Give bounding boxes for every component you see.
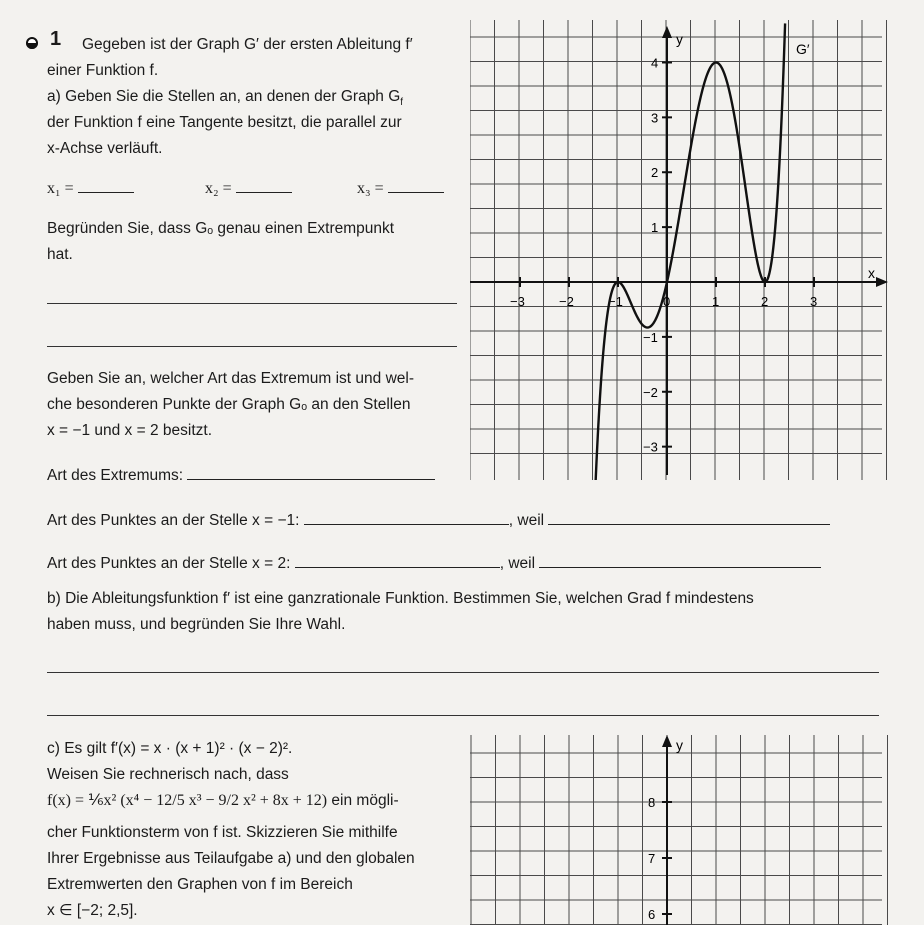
x3-label: x₃ = [357,180,384,197]
intro-line-2: einer Funktion f. [47,62,159,79]
graph2-y-tick-label: 8 [648,795,656,810]
part-b-line-1: b) Die Ableitungsfunktion f′ ist eine ganzrationale Funktion. Bestimmen Sie, welchen Grad f mindestens [47,590,754,607]
reason-line-2: hat. [47,246,73,263]
graph2-grid [470,735,888,925]
kind-line-2: che besonderen Punkte der Graph Gₒ an den Stellen [47,396,411,413]
graph1-y-tick-label: 4 [651,55,659,71]
graph1-grid [470,20,887,480]
reason-answer-line-2[interactable] [47,346,457,347]
graph-f-sketch [470,725,900,925]
reason-answer-line-1[interactable] [47,303,457,304]
point-2-label: Art des Punktes an der Stelle x = 2: [47,555,291,572]
point-m1-weil: , weil [508,512,545,529]
graph1-x-tick-label: 2 [761,294,769,309]
graph1-y-tick-label: 2 [651,165,659,181]
task-bullet [26,37,38,49]
x1-answer [47,180,134,198]
graph1-x-tick-label: −1 [608,294,623,309]
part-c-line-2: Weisen Sie rechnerisch nach, dass [47,766,289,783]
point-m1-row [47,508,830,534]
part-b-answer-line-2[interactable] [47,715,879,716]
graph-f-prime [470,20,900,480]
part-c-line-4: cher Funktionsterm von f ist. Skizzieren Sie mithilfe [47,824,398,841]
graph1-y-arrow [662,26,672,38]
art-extremum-row [47,463,435,489]
part-c-line-6: Extremwerten den Graphen von f im Bereich [47,876,353,893]
part-c-line-5: Ihrer Ergebnisse aus Teilaufgabe a) und den globalen [47,850,415,867]
point-m1-label: Art des Punktes an der Stelle x = −1: [47,512,300,529]
x1-input[interactable] [78,192,134,193]
graph1-x-tick-label: 0 [663,294,671,309]
task-number: 1 [50,28,62,50]
graph1-y-tick-label: −3 [643,439,658,455]
point-2-row [47,551,821,577]
graph1-y-tick-label: −1 [643,329,658,345]
part-b-answer-line-1[interactable] [47,672,879,673]
graph1-y-label: y [676,31,683,47]
graph1-x-tick-label: −3 [510,294,525,309]
graph1-y-tick-label: 1 [651,220,659,236]
part-a-line-3: x-Achse verläuft. [47,140,163,157]
graph2-y-label: y [676,737,683,753]
x1-label: x₁ = [47,180,74,197]
part-c-formula-tail: ein mögli- [327,792,399,809]
point-2-input[interactable] [295,567,500,568]
graph2-y-tick-label: 6 [648,907,656,922]
graph1-y-tick-label: −2 [643,384,658,400]
graph1-y-tick-label: 3 [651,110,659,126]
art-extremum-label: Art des Extremums: [47,467,184,484]
part-c-line-7: x ∈ [−2; 2,5]. [47,902,138,919]
graph1-x-tick-label: −2 [559,294,574,309]
graph1-x-tick-label: 1 [712,294,720,309]
kind-line-1: Geben Sie an, welcher Art das Extremum ist und wel- [47,370,414,387]
graph1-curve-label: G′ [796,41,810,57]
part-c-line-1: c) Es gilt f′(x) = x · (x + 1)² · (x − 2)². [47,740,293,757]
x2-label: x₂ = [205,180,232,197]
point-m1-reason-input[interactable] [548,524,830,525]
graph2-tick-labels [648,795,672,922]
intro-line-1: Gegeben ist der Graph G′ der ersten Ableitung f′ [82,36,413,53]
point-2-reason-input[interactable] [539,567,821,568]
point-m1-input[interactable] [304,524,509,525]
part-a-sub: f [400,97,404,109]
graph1-x-label: x [868,265,875,281]
part-b-line-2: haben muss, und begründen Sie Ihre Wahl. [47,616,346,633]
reason-line-1: Begründen Sie, dass Gₒ genau einen Extrempunkt [47,220,395,237]
x2-input[interactable] [236,192,292,193]
graph2-y-arrow [662,735,672,747]
kind-line-3: x = −1 und x = 2 besitzt. [47,422,213,439]
part-c-formula-row [47,788,399,814]
part-a-line-1-text: a) Geben Sie die Stellen an, an denen der Graph G [47,88,401,105]
graph1-x-tick-label: 3 [810,294,818,309]
graph2-y-tick-label: 7 [648,851,656,866]
point-2-weil: , weil [499,555,536,572]
part-a-line-2: der Funktion f eine Tangente besitzt, die parallel zur [47,114,402,131]
x3-answer [357,180,444,198]
part-c-formula: f(x) = ⅙x² (x⁴ − 12/5 x³ − 9/2 x² + 8x + 12) [47,792,328,809]
x2-answer [205,180,292,198]
graph1-tick-labels [510,55,817,454]
x3-input[interactable] [388,192,444,193]
art-extremum-input[interactable] [187,479,435,480]
